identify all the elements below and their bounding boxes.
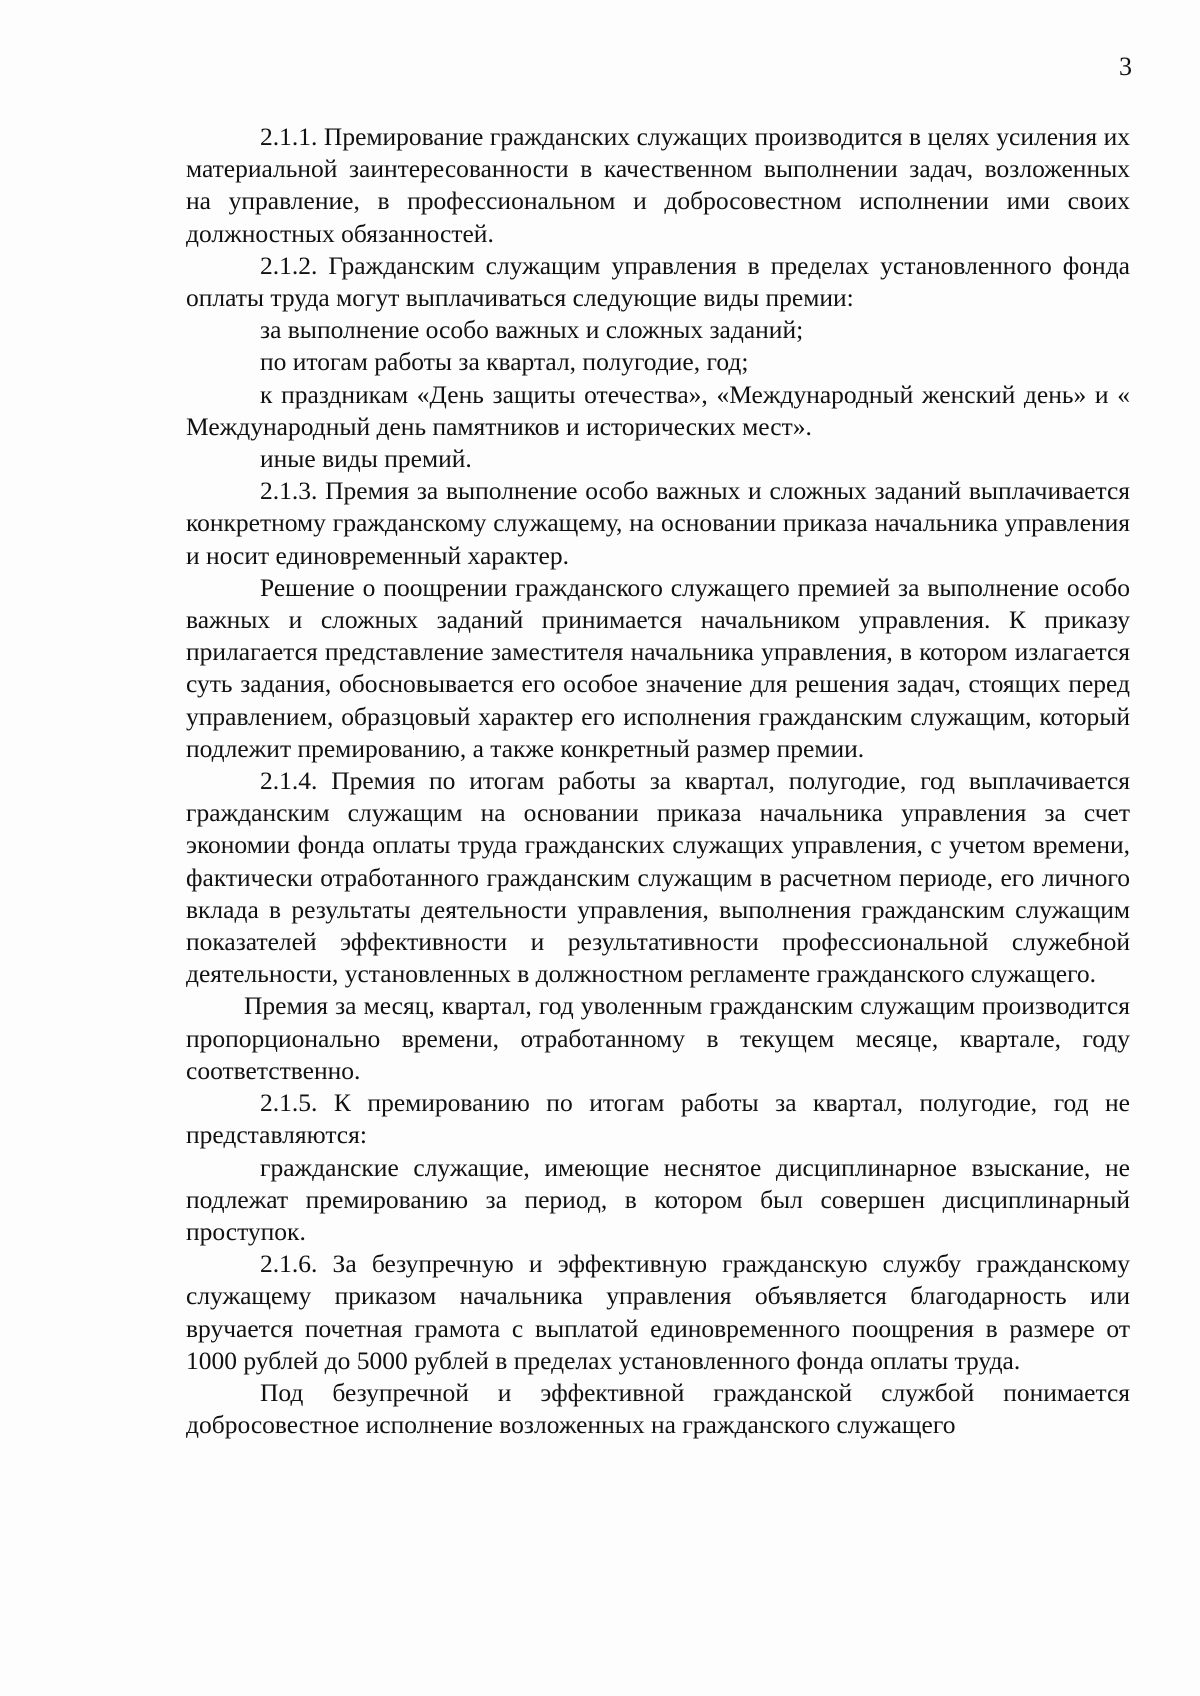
paragraph-2-1-1: 2.1.1. Премирование гражданских служащих производится в целях усиления их материальной заинтересованности в качественном выполнении задач, возложенных на управление, в профессиональном и добросовестном исполнении ими своих должностных обязанностей. bbox=[186, 122, 1130, 248]
paragraph-2-1-4: 2.1.4. Премия по итогам работы за квартал, полугодие, год выплачивается гражданским служащим на основании приказа начальника управления за счет экономии фонда оплаты труда гражданских служащих управления, с учетом времени, фактически отработанного гражданским служащим в расчетном периоде, его личного вклада в результаты деятельности управления, выполнения гражданским служащим показателей эффективности и результативности профессиональной служебной деятельности, установленных в должностном регламенте гражданского служащего. bbox=[186, 766, 1130, 989]
paragraph-impeccable-service: Под безупречной и эффективной гражданской службой понимается добросовестное исполнение возложенных на гражданского служащего bbox=[186, 1377, 1130, 1440]
document-body bbox=[186, 121, 1130, 1441]
list-item-bonus-type: к праздникам «День защиты отечества», «Международный женский день» и « Международный день памятников и исторических мест». bbox=[186, 379, 1130, 441]
paragraph-2-1-5: 2.1.5. К премированию по итогам работы за квартал, полугодие, год не представляются: bbox=[186, 1088, 1130, 1150]
paragraph-2-1-3: 2.1.3. Премия за выполнение особо важных и сложных заданий выплачивается конкретному гражданскому служащему, на основании приказа начальника управления и носит единовременный характер. bbox=[186, 476, 1130, 570]
paragraph-dismissed-bonus: Премия за месяц, квартал, год уволенным гражданским служащим производится пропорционально времени, отработанному в текущем месяце, квартале, году соответственно. bbox=[186, 991, 1130, 1085]
list-item-bonus-type: за выполнение особо важных и сложных заданий; bbox=[260, 315, 804, 345]
list-item-bonus-type: иные виды премий. bbox=[260, 444, 472, 474]
page-number: 3 bbox=[1119, 52, 1132, 81]
paragraph-2-1-2: 2.1.2. Гражданским служащим управления в пределах установленного фонда оплаты труда могут выплачиваться следующие виды премии: bbox=[186, 250, 1130, 313]
paragraph-disciplinary: гражданские служащие, имеющие неснятое дисциплинарное взыскание, не подлежат премированию за период, в котором был совершен дисциплинарный проступок. bbox=[186, 1152, 1130, 1246]
list-item-bonus-type: по итогам работы за квартал, полугодие, год; bbox=[260, 347, 749, 377]
paragraph-decision: Решение о поощрении гражданского служащего премией за выполнение особо важных и сложных заданий принимается начальником управления. К приказу прилагается представление заместителя начальника управления, в котором излагается суть задания, обосновывается его особое значение для решения задач, стоящих перед управлением, образцовый характер его исполнения гражданским служащим, который подлежит премированию, а также конкретный размер премии. bbox=[186, 572, 1130, 763]
paragraph-2-1-6: 2.1.6. За безупречную и эффективную гражданскую службу гражданскому служащему приказом начальника управления объявляется благодарность или вручается почетная грамота с выплатой единовременного поощрения в размере от 1000 рублей до 5000 рублей в пределах установленного фонда оплаты труда. bbox=[186, 1249, 1130, 1375]
